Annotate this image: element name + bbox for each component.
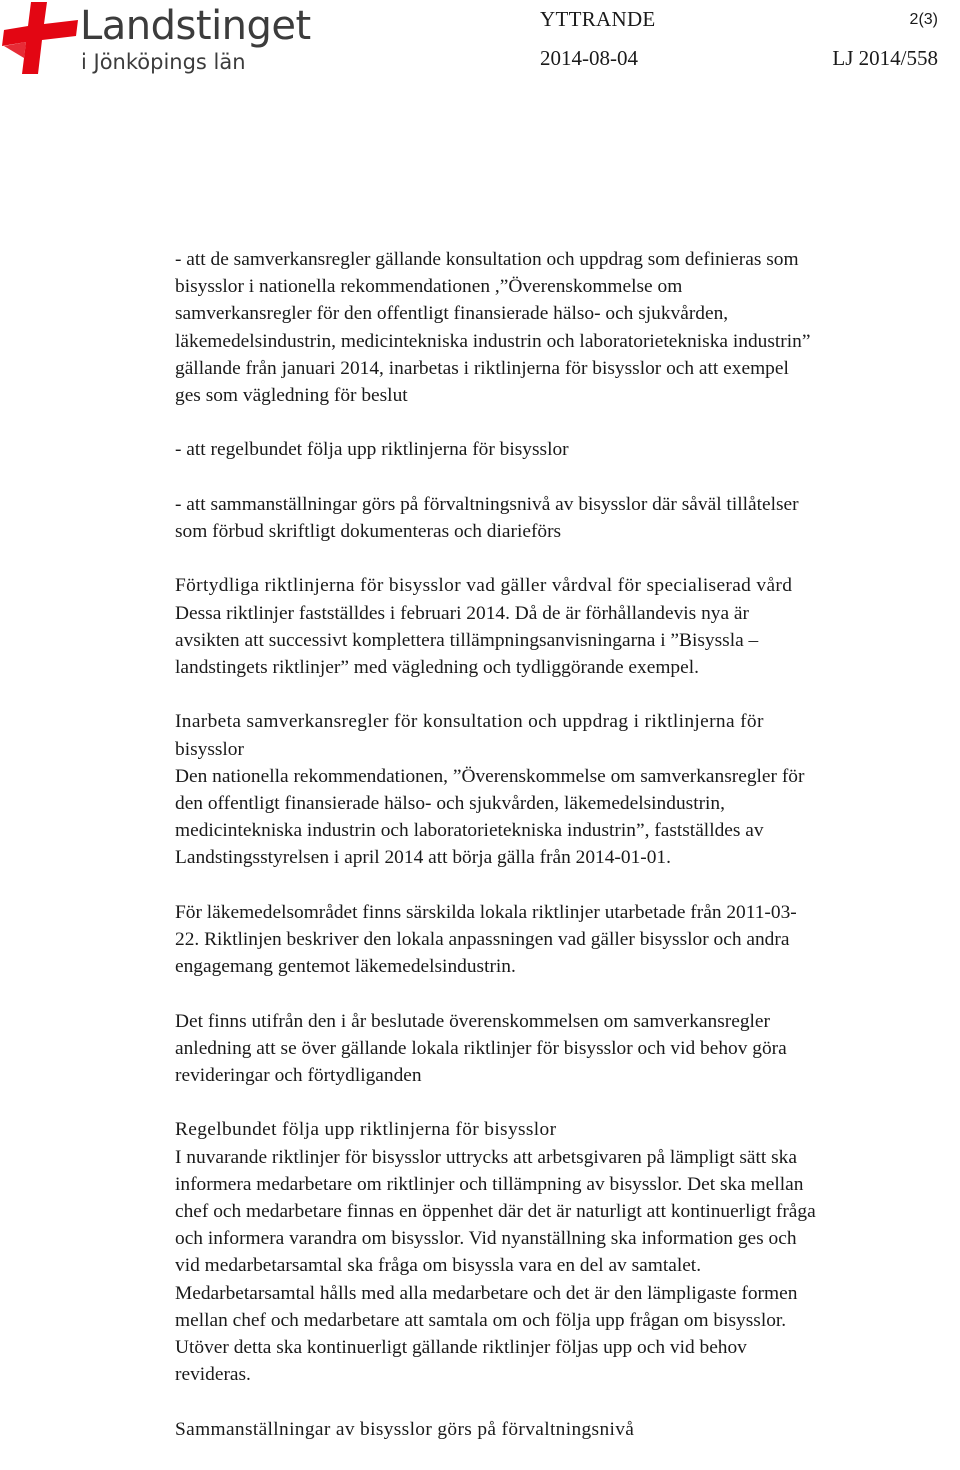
text-line: landstingets riktlinjer” med vägledning och tydliggörande exempel. [175,657,699,678]
text-line: Det finns utifrån den i år beslutade överenskommelsen om samverkansregler [175,1010,770,1032]
text-line: Landstingsstyrelsen i april 2014 att börja gälla från 2014-01-01. [175,847,671,869]
paragraph [175,436,960,463]
paragraph [175,491,960,545]
text-line: avsikten att successivt komplettera tillämpningsanvisningarna i ”Bisyssla – [175,629,759,651]
text-line: bisysslor [175,738,244,760]
text-line: gällande från januari 2014, inarbetas i riktlinjerna för bisysslor och att exempel [175,357,789,379]
paragraph [175,572,960,681]
text-line: samverkansregler för den offentligt finansierade hälso- och sjukvården, [175,303,729,325]
document-header [0,0,960,90]
text-line: informera medarbetare om riktlinjer och tillämpning av bisysslor. Det ska mellan [175,1173,804,1195]
text-line: Den nationella rekommendationen, ”Överenskommelse om samverkansregler för [175,765,805,787]
text-line: - att sammanställningar görs på förvaltningsnivå av bisysslor där såväl tillåtelser [175,493,799,515]
text-line: Dessa riktlinjer fastställdes i februari 2014. Då de är förhållandevis nya är [175,602,749,624]
text-line: 22. Riktlinjen beskriver den lokala anpassningen vad gäller bisysslor och andra [175,929,790,950]
text-line: - att regelbundet följa upp riktlinjerna för bisysslor [175,439,569,461]
document-type: YTTRANDE [540,7,656,31]
text-line: som förbud skriftligt dokumenteras och diarieförs [175,521,562,542]
paragraph [175,1008,960,1090]
text-line: Utöver detta ska kontinuerligt gällande riktlinjer följas upp och vid behov [175,1337,747,1359]
paragraph [175,1116,960,1388]
text-line: revideringar och förtydliganden [175,1065,422,1086]
logo-title: Landstinget [80,3,311,49]
text-line: medicintekniska industrin och laboratorietekniska industrin”, fastställdes av [175,820,764,842]
section-heading: Inarbeta samverkansregler för konsultation och uppdrag i riktlinjerna för [175,711,764,733]
landstinget-logo [0,0,320,80]
text-line: engagemang gentemot läkemedelsindustrin. [175,956,516,978]
section-heading: Regelbundet följa upp riktlinjerna för bisysslor [175,1119,557,1141]
paragraph [175,899,960,981]
text-line: anledning att se över gällande lokala riktlinjer för bisysslor och vid behov göra [175,1037,787,1059]
text-line: och informera varandra om bisysslor. Vid nyanställning ska information ges och [175,1228,797,1250]
document-reference: LJ 2014/558 [832,46,938,70]
text-line: revideras. [175,1364,251,1386]
text-line: den offentligt finansierade hälso- och sjukvården, läkemedelsindustrin, [175,793,725,814]
text-line: Medarbetarsamtal hålls med alla medarbetare och det är den lämpligaste formen [175,1282,798,1304]
red-cross-logo-icon [0,0,80,76]
document-body [175,246,960,1470]
text-line: - att de samverkansregler gällande konsultation och uppdrag som definieras som [175,249,799,270]
text-line: mellan chef och medarbetare att samtala om och följa upp frågan om bisysslor. [175,1309,787,1331]
logo-subtitle: i Jönköpings län [81,50,246,74]
paragraph [175,708,960,871]
text-line: vid medarbetarsamtal ska fråga om bisyssla vara en del av samtalet. [175,1255,702,1277]
text-line: I nuvarande riktlinjer för bisysslor uttrycks att arbetsgivaren på lämpligt sätt ska [175,1146,797,1168]
text-line: ges som vägledning för beslut [175,385,408,407]
document-date: 2014-08-04 [540,46,638,70]
text-line: läkemedelsindustrin, medicintekniska industrin och laboratorietekniska industrin” [175,330,811,352]
page-number: 2(3) [909,11,938,28]
text-line: bisysslor i nationella rekommendationen ,”Överenskommelse om [175,276,683,298]
text-line: För läkemedelsområdet finns särskilda lokala riktlinjer utarbetade från 2011-03- [175,901,797,923]
paragraph [175,246,960,409]
section-heading: Sammanställningar av bisysslor görs på förvaltningsnivå [175,1418,635,1440]
text-line: chef och medarbetare finnas en öppenhet där det är naturligt att kontinuerligt fråga [175,1201,816,1222]
section-heading: Förtydliga riktlinjerna för bisysslor vad gäller vårdval för specialiserad vård [175,575,793,597]
paragraph [175,1416,960,1443]
